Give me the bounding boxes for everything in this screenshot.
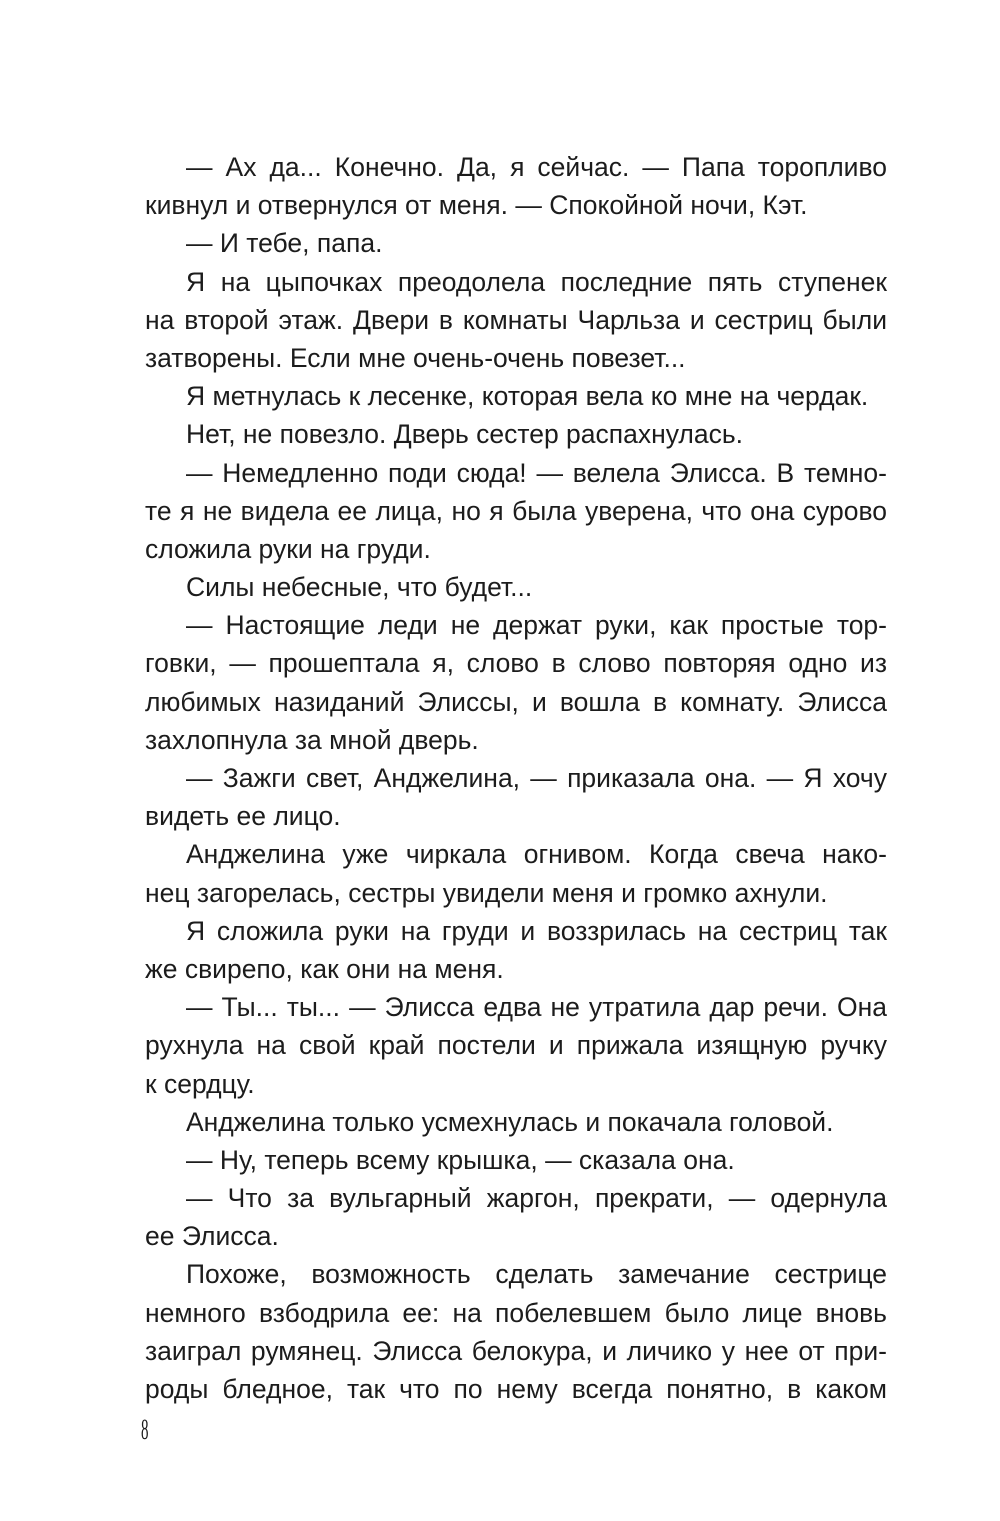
text-line: — Настоящие леди не держат руки, как простые тор-: [186, 610, 887, 641]
text-line: любимых назиданий Элиссы, и вошла в комнату. Элисса: [145, 686, 887, 717]
text-line: на второй этаж. Двери в комнаты Чарльза и сестриц были: [145, 304, 887, 335]
page-number: 8: [141, 1413, 149, 1446]
text-line: — Что за вульгарный жаргон, прекрати, — одернула: [186, 1183, 887, 1214]
text-line: немного взбодрила ее: на побелевшем было лице вновь: [145, 1297, 887, 1328]
text-line: роды бледное, так что по нему всегда понятно, в каком: [145, 1374, 887, 1404]
text-line: Я метнулась к лесенке, которая вела ко мне на чердак.: [186, 381, 869, 412]
text-line: Анджелина только усмехнулась и покачала головой.: [186, 1106, 834, 1137]
text-line: заиграл румянец. Элисса белокура, и личико у нее от при-: [145, 1335, 887, 1366]
text-line: те я не видела ее лица, но я была уверена, что она сурово: [145, 495, 887, 526]
text-line: говки, — прошептала я, слово в слово повторяя одно из: [145, 648, 887, 679]
text-line: Силы небесные, что будет...: [186, 572, 533, 603]
text-line: к сердцу.: [145, 1068, 255, 1099]
text-line: видеть ее лицо.: [145, 801, 341, 832]
text-line: сложила руки на груди.: [145, 533, 431, 564]
text-line: нец загорелась, сестры увидели меня и громко ахнули.: [145, 877, 828, 908]
text-line: — Зажги свет, Анджелина, — приказала она. — Я хочу: [186, 763, 887, 793]
text-line: захлопнула за мной дверь.: [145, 724, 479, 755]
text-line: же свирепо, как они на меня.: [145, 953, 504, 984]
text-line: — Ну, теперь всему крышка, — сказала она.: [186, 1144, 735, 1175]
text-line: — И тебе, папа.: [186, 228, 383, 259]
body-text: [145, 148, 887, 1408]
text-line: — Ты... ты... — Элисса едва не утратила дар речи. Она: [186, 992, 887, 1023]
text-line: — Ах да... Конечно. Да, я сейчас. — Папа торопливо: [186, 152, 887, 182]
text-line: ее Элисса.: [145, 1221, 279, 1252]
text-line: — Немедленно поди сюда! — велела Элисса. В темно-: [186, 457, 887, 488]
text-line: Нет, не повезло. Дверь сестер распахнулась.: [186, 419, 744, 450]
text-line: кивнул и отвернулся от меня. — Спокойной ночи, Кэт.: [145, 190, 808, 221]
text-line: рухнула на свой край постели и прижала изящную ручку: [145, 1030, 887, 1061]
text-line: затворены. Если мне очень-очень повезет...: [145, 342, 686, 373]
text-line: Анджелина уже чиркала огнивом. Когда свеча нако-: [186, 839, 887, 870]
text-line: Я на цыпочках преодолела последние пять ступенек: [186, 266, 887, 297]
text-line: Я сложила руки на груди и воззрилась на сестриц так: [186, 915, 887, 946]
text-line: Похоже, возможность сделать замечание сестрице: [186, 1259, 887, 1290]
